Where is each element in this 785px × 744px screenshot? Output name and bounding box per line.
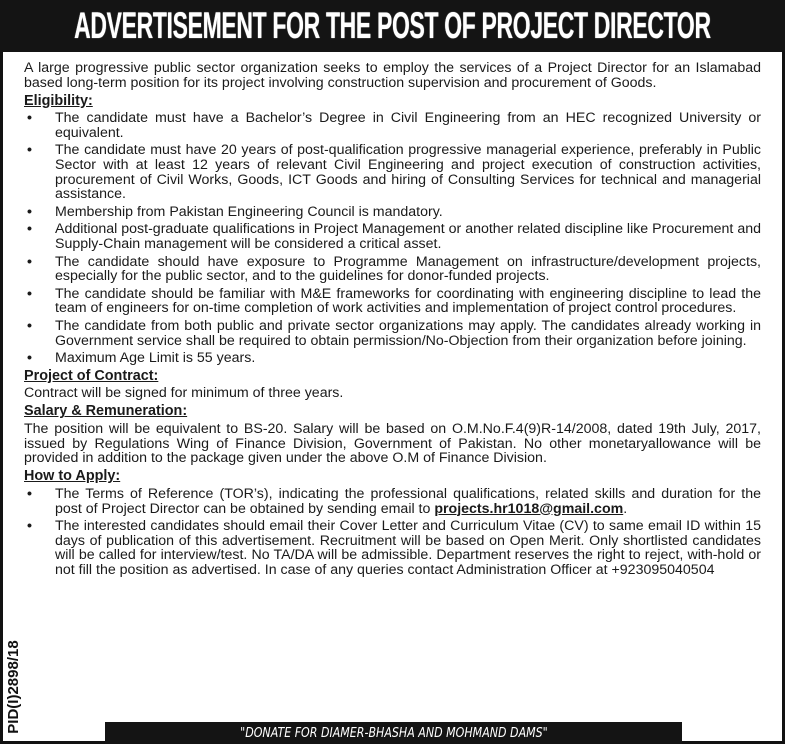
bullet-icon: • bbox=[27, 485, 32, 502]
footer-banner bbox=[105, 722, 682, 744]
eligibility-item: • Membership from Pakistan Engineering Council is mandatory. bbox=[27, 203, 443, 220]
bullet-icon: • bbox=[27, 518, 32, 535]
salary-heading: Salary & Remuneration: bbox=[24, 403, 188, 420]
advertisement-body bbox=[24, 61, 761, 581]
bullet-icon: • bbox=[27, 253, 32, 270]
bullet-icon: • bbox=[27, 285, 32, 302]
pid-reference: PID(I)2898/18 bbox=[5, 640, 22, 734]
eligibility-item: • The candidate from both public and private sector organizations may apply. The candidates already working in Government service shall be required to obtain permission/No-Objection from their organization before joining. bbox=[27, 318, 761, 349]
bullet-icon: • bbox=[27, 203, 32, 220]
bullet-icon: • bbox=[27, 221, 32, 238]
how-to-apply-list bbox=[24, 487, 761, 578]
contact-email-link[interactable]: projects.hr1018@gmail.com bbox=[434, 500, 624, 517]
contract-text: Contract will be signed for minimum of three years. bbox=[24, 385, 344, 402]
eligibility-item: • The candidate should be familiar with M&E frameworks for coordinating with engineering discipline to lead the team of engineers for on-time completion of work activities and implementation of project control procedures. bbox=[27, 285, 761, 317]
bullet-icon: • bbox=[27, 142, 32, 159]
bullet-icon: • bbox=[27, 350, 32, 367]
apply-item: • The interested candidates should email their Cover Letter and Curriculum Vitae (CV) to same email ID within 15 days of publication of this advertisement. Recruitment will be based on Open Merit. Only shortlisted candidates will be called for interview/test. No TA/DA will be admissible. Department reserves the right to reject, with-hold or not fill the position as advertised. In case of any queries contact Administration Officer at +923095040504 bbox=[27, 518, 761, 578]
eligibility-item: • The candidate must have 20 years of post-qualification progressive managerial experience, preferably in Public Sector with at least 12 years of relevant Civil Engineering and project execution of construction activities, procurement of Civil Works, Goods, ICT Goods and hiring of Consulting Services for technical and managerial assistance. bbox=[27, 142, 761, 203]
eligibility-item: • The candidate should have exposure to Programme Management on infrastructure/development projects, especially for the public sector, and to the guidelines for donor-funded projects. bbox=[27, 253, 761, 285]
contract-heading: Project of Contract: bbox=[24, 367, 159, 384]
apply-item: • The Terms of Reference (TOR’s), indicating the professional qualifications, related skills and duration for the post of Project Director can be obtained by sending email to projects.hr1018@gmail.com. bbox=[27, 485, 761, 517]
eligibility-heading: Eligibility: bbox=[24, 92, 93, 109]
eligibility-item: • The candidate must have a Bachelor’s Degree in Civil Engineering from an HEC recognized University or equivalent. bbox=[27, 110, 761, 141]
eligibility-item: • Additional post-graduate qualifications in Project Management or another related discipline like Procurement and Supply-Chain management will be considered a critical asset. bbox=[27, 221, 761, 253]
bullet-icon: • bbox=[27, 110, 32, 127]
how-to-apply-heading: How to Apply: bbox=[24, 468, 121, 485]
eligibility-item: • Maximum Age Limit is 55 years. bbox=[27, 350, 256, 367]
salary-text: The position will be equivalent to BS-20. Salary will be based on O.M.No.F.4(9)R-14/2008, dated 19th July, 2017, issued by Regulations Wing of Finance Division, Government of Pakistan. No other monetaryallowance will be provided in addition to the package given under the above O.M of Finance Division. bbox=[24, 421, 761, 467]
eligibility-list bbox=[24, 111, 761, 366]
header-banner bbox=[0, 0, 785, 52]
page-title: ADVERTISEMENT FOR THE POST OF PROJECT DIRECTOR bbox=[74, 5, 711, 46]
intro-paragraph: A large progressive public sector organization seeks to employ the services of a Project Director for an Islamabad based long-term position for its project involving construction supervision and procurement of Goods. bbox=[24, 60, 761, 91]
bullet-icon: • bbox=[27, 318, 32, 334]
footer-slogan: "DONATE FOR DIAMER-BHASHA AND MOHMAND DAMS" bbox=[239, 725, 548, 741]
